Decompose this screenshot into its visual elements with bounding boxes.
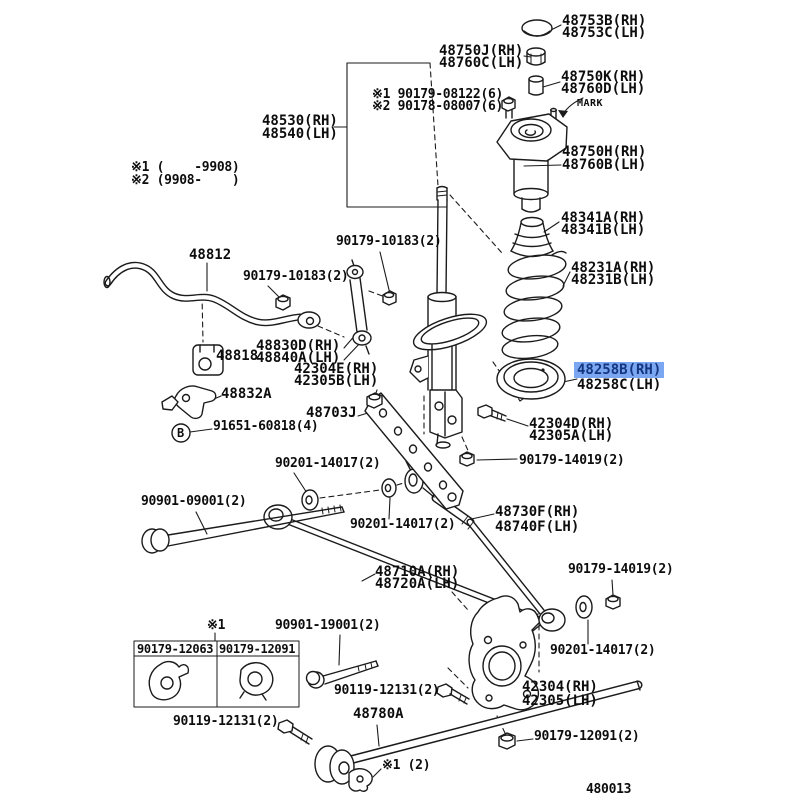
part-label-line: 48740F(LH) <box>495 519 580 535</box>
part-label-line: 48231B(LH) <box>571 272 656 288</box>
part-label-90179-12091 <box>534 731 639 743</box>
part-label-line: 90119-12131(2) <box>173 714 279 729</box>
part-label-line: ※1 ( -9908) <box>131 160 240 175</box>
part-label-91651 <box>213 421 318 433</box>
part-label-90179-14019-b <box>568 564 673 576</box>
part-label-line: 48750K(RH) <box>561 69 646 85</box>
part-label-90119-12131-a <box>173 716 278 728</box>
part-label-line: ※1 90179-08122(6) <box>372 87 504 102</box>
part-label-line: 91651-60818(4) <box>213 419 319 434</box>
part-label-line: 48710A(RH) <box>375 564 460 580</box>
part-label-line: 48753B(RH) <box>562 13 647 29</box>
part-label-line: 90179-12063 <box>137 642 214 656</box>
part-label-line: 48530(RH) <box>262 113 338 129</box>
part-label-line: 48730F(RH) <box>495 504 580 520</box>
part-label-line: 90179-12091(2) <box>534 729 640 744</box>
part-label-90179-10183-a <box>336 236 441 248</box>
part-label-line: MARK <box>577 98 604 109</box>
part-label-48341a <box>561 212 645 236</box>
part-label-line: 90179-10183(2) <box>243 269 349 284</box>
part-label-line: 90119-12131(2) <box>334 683 440 698</box>
part-label-table-header-left <box>137 643 213 655</box>
part-label-48258 <box>577 363 664 393</box>
part-label-line: 42305A(LH) <box>529 428 614 444</box>
part-label-line: ※2 90178-08007(6) <box>372 99 504 114</box>
part-label-line: 48830D(RH) <box>256 338 341 354</box>
part-label-line: 42304(RH) <box>522 679 598 695</box>
part-label-line: 42305(LH) <box>522 693 598 709</box>
part-label-48703j <box>306 407 357 419</box>
part-label-line: 48760D(LH) <box>561 81 646 97</box>
part-label-circle-b <box>177 427 184 439</box>
part-label-48231a <box>571 262 655 286</box>
part-label-line: 48231A(RH) <box>571 260 656 276</box>
part-label-48750j <box>439 45 523 69</box>
part-label-90179-14019-a <box>519 455 624 467</box>
part-label-line: 90201-14017(2) <box>275 456 381 471</box>
part-label-line: 48840A(LH) <box>256 350 341 366</box>
part-label-line: ※1 (2) <box>382 758 431 773</box>
part-label-48780a <box>353 708 404 720</box>
part-label-line: 48750J(RH) <box>439 43 524 59</box>
part-label-90119-12131-b <box>334 685 439 697</box>
part-label-line: 48750H(RH) <box>562 144 647 160</box>
part-label-48530 <box>262 115 338 141</box>
part-label-x1-top <box>207 620 225 632</box>
part-label-note-90179-08122 <box>372 89 503 113</box>
part-label-48818 <box>216 350 258 362</box>
part-label-line: 90179-10183(2) <box>336 234 442 249</box>
part-label-48730f <box>495 505 579 535</box>
part-label-line: 48720A(LH) <box>375 576 460 592</box>
part-label-line: 48832A <box>221 386 272 402</box>
part-label-48750h <box>562 146 646 172</box>
part-label-line: 90201-14017(2) <box>350 517 456 532</box>
part-label-48710a <box>375 566 459 590</box>
part-label-line: ※1 <box>207 618 226 633</box>
part-label-line: 48540(LH) <box>262 126 338 142</box>
part-label-90901-19001 <box>275 620 380 632</box>
part-label-48832a <box>221 388 272 400</box>
part-label-line: 90179-12091 <box>219 642 296 656</box>
part-label-90201-14017-a <box>275 458 380 470</box>
part-label-48812 <box>189 249 231 261</box>
part-label-line: 48812 <box>189 247 232 263</box>
part-label-line: 48703J <box>306 405 357 421</box>
part-label-42304e <box>294 363 378 387</box>
part-label-line: 48818 <box>216 348 259 364</box>
part-label-90901-09001 <box>141 496 246 508</box>
part-label-figure-number <box>586 784 631 796</box>
part-label-line: 90179-14019(2) <box>519 453 625 468</box>
part-label-line: 48341A(RH) <box>561 210 646 226</box>
part-label-48750k <box>561 71 645 95</box>
part-label-line: 90901-19001(2) <box>275 618 381 633</box>
part-label-line <box>577 363 664 378</box>
part-label-90201-14017-b <box>350 519 455 531</box>
part-label-line: 480013 <box>586 782 632 797</box>
part-label-line: 42304E(RH) <box>294 361 379 377</box>
part-label-line: 42305B(LH) <box>294 373 379 389</box>
part-label-line: 48341B(LH) <box>561 222 646 238</box>
part-label-line: 90901-09001(2) <box>141 494 247 509</box>
part-label-line: 48258C(LH) <box>577 377 662 393</box>
part-label-line: 48780A <box>353 706 404 722</box>
part-label-line: 48760B(LH) <box>562 157 647 173</box>
part-label-42304d <box>529 418 613 442</box>
part-label-table-header-right <box>219 643 295 655</box>
part-label-line: 90179-14019(2) <box>568 562 674 577</box>
part-label-x1-bottom <box>382 760 430 772</box>
part-label-line: 48753C(LH) <box>562 25 647 41</box>
highlighted-part-number: 48258B(RH) <box>574 362 664 378</box>
part-label-line: ※2 (9908- ) <box>131 173 240 188</box>
part-label-90201-14017-c <box>550 645 655 657</box>
part-label-48753 <box>562 15 646 39</box>
part-label-line: 90201-14017(2) <box>550 643 656 658</box>
part-label-90179-10183-b <box>243 271 348 283</box>
part-label-mark <box>577 99 603 109</box>
part-label-42304 <box>522 680 598 708</box>
part-label-line: B <box>177 426 184 440</box>
part-label-line: 48760C(LH) <box>439 55 524 71</box>
part-label-line: 42304D(RH) <box>529 416 614 432</box>
part-label-app-note <box>131 161 239 187</box>
